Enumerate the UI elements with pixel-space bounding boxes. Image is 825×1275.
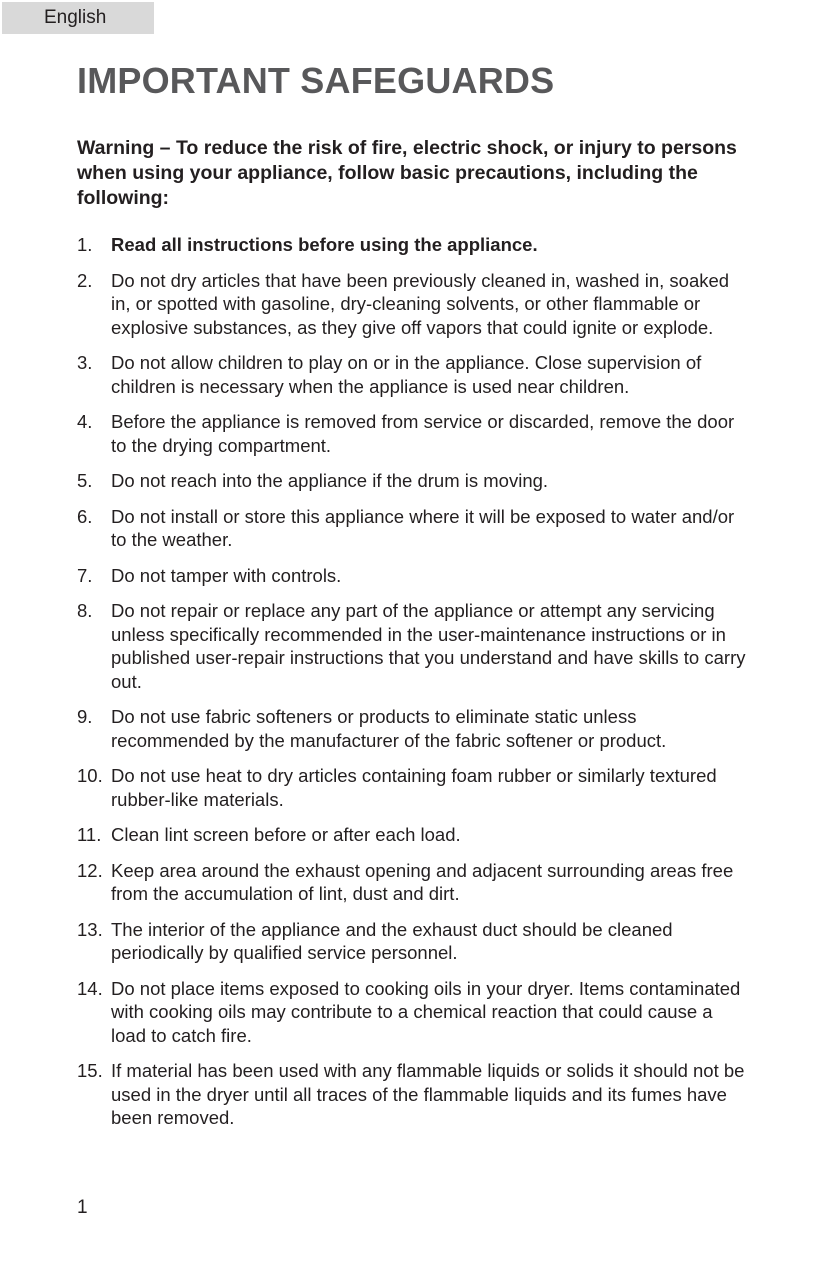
list-item-number: 15.	[77, 1060, 103, 1081]
list-item-text: Do not allow children to play on or in the appliance. Close supervision of children is necessary when the appliance is used near children.	[111, 352, 702, 397]
list-item-text: Before the appliance is removed from service or discarded, remove the door to the drying compartment.	[111, 411, 735, 456]
list-item-number: 6.	[77, 505, 93, 527]
list-item	[77, 705, 747, 752]
list-item-number: 1.	[77, 234, 93, 255]
list-item	[77, 977, 747, 1048]
list-item	[77, 918, 747, 965]
list-item-number: 11.	[77, 824, 102, 845]
page-title: IMPORTANT SAFEGUARDS	[77, 60, 555, 101]
list-item-text: Keep area around the exhaust opening and adjacent surrounding areas free from the accumulation of lint, dust and dirt.	[111, 859, 734, 904]
list-item	[77, 764, 747, 811]
warning-paragraph: Warning – To reduce the risk of fire, electric shock, or injury to persons when using your appliance, follow basic precautions, including the following:	[77, 137, 737, 209]
list-item	[77, 233, 747, 257]
list-item	[77, 410, 747, 457]
list-item	[77, 859, 747, 906]
list-item-text: The interior of the appliance and the exhaust duct should be cleaned periodically by qualified service personnel.	[111, 918, 673, 963]
list-item	[77, 505, 747, 552]
list-item-text: Do not reach into the appliance if the drum is moving.	[111, 470, 549, 491]
list-item-number: 7.	[77, 564, 93, 586]
language-tab: English	[2, 2, 154, 34]
list-item-number: 8.	[77, 600, 93, 621]
list-item	[77, 599, 747, 693]
list-item-text: Clean lint screen before or after each load.	[111, 824, 461, 845]
page-number: 1	[77, 1197, 88, 1218]
list-item-text: Do not use fabric softeners or products to eliminate static unless recommended by the manufacturer of the fabric softener or product.	[111, 706, 667, 751]
list-item-number: 10.	[77, 765, 103, 786]
list-item-number: 9.	[77, 706, 93, 727]
list-item-number: 3.	[77, 352, 93, 373]
list-item	[77, 469, 747, 493]
list-item-number: 5.	[77, 470, 93, 491]
safeguards-list	[77, 233, 747, 1142]
list-item-number: 2.	[77, 269, 93, 291]
list-item	[77, 1059, 747, 1130]
list-item	[77, 823, 747, 847]
list-item	[77, 564, 747, 588]
list-item	[77, 269, 747, 340]
list-item-number: 14.	[77, 977, 103, 999]
list-item-text: Read all instructions before using the appliance.	[111, 234, 538, 255]
list-item-number: 12.	[77, 859, 103, 881]
list-item	[77, 351, 747, 398]
list-item-text: Do not install or store this appliance where it will be exposed to water and/or to the weather.	[111, 505, 735, 550]
list-item-text: If material has been used with any flammable liquids or solids it should not be used in the dryer until all traces of the flammable liquids and its fumes have been removed.	[111, 1060, 745, 1128]
list-item-text: Do not dry articles that have been previously cleaned in, washed in, soaked in, or spotted with gasoline, dry-cleaning solvents, or other flammable or explosive substances, as they give off vapors that could ignite or explode.	[111, 269, 730, 338]
list-item-number: 13.	[77, 918, 103, 940]
list-item-text: Do not tamper with controls.	[111, 564, 342, 586]
list-item-text: Do not repair or replace any part of the appliance or attempt any servicing unless specifically recommended in the user-maintenance instructions or in published user-repair instructions that you understand and have skills to carry out.	[111, 600, 746, 692]
list-item-number: 4.	[77, 411, 93, 432]
list-item-text: Do not place items exposed to cooking oils in your dryer. Items contaminated with cooking oils may contribute to a chemical reaction that could cause a load to catch fire.	[111, 977, 741, 1046]
list-item-text: Do not use heat to dry articles containing foam rubber or similarly textured rubber-like materials.	[111, 765, 717, 810]
